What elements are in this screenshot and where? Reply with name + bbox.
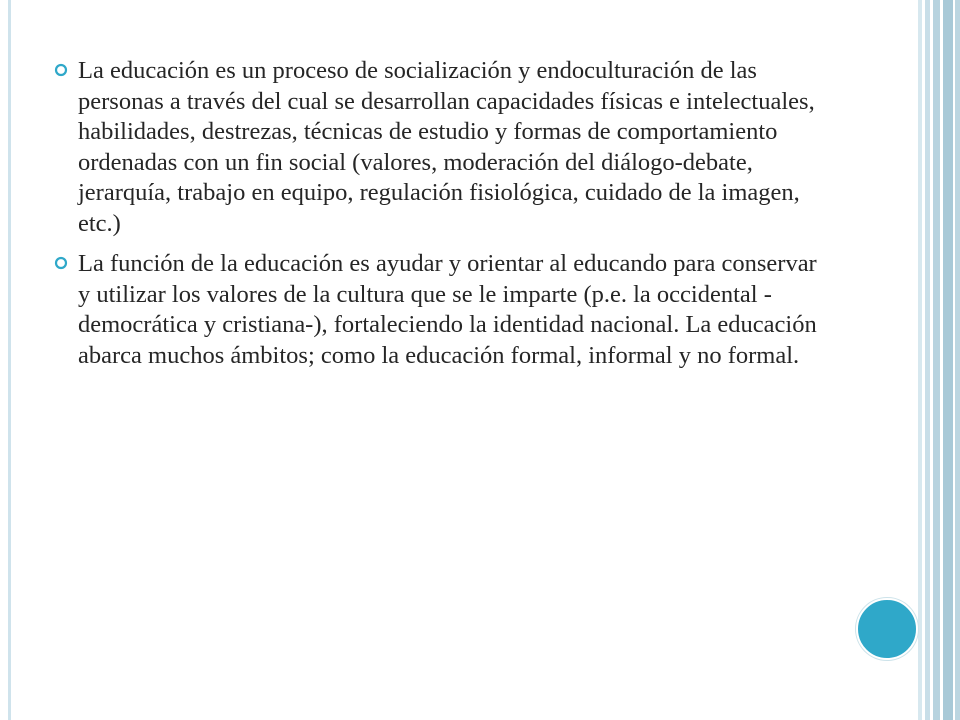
hollow-circle-icon bbox=[54, 63, 68, 77]
stripe bbox=[955, 0, 960, 720]
right-decorative-stripes bbox=[918, 0, 960, 720]
stripe bbox=[933, 0, 940, 720]
bullet-item-education-function bbox=[48, 249, 818, 371]
bullet-item-education-definition bbox=[48, 56, 818, 239]
hollow-circle-icon bbox=[54, 256, 68, 270]
bullet-text: La educación es un proceso de socialización y endoculturación de las personas a través del cual se desarrollan capacidades físicas e intelectuales, habilidades, destrezas, técnicas de estudio y formas de comportamiento ordenadas con un fin social (valores, moderación del diálogo-debate, jerarquía, trabajo en equipo, regulación fisiológica, cuidado de la imagen, etc.) bbox=[78, 57, 815, 237]
bullet-text: La función de la educación es ayudar y orientar al educando para conservar y utilizar los valores de la cultura que se le imparte (p.e. la occidental -democrática y cristiana-), fortaleciendo la identidad nacional. La educación abarca muchos ámbitos; como la educación formal, informal y no formal. bbox=[78, 250, 817, 369]
bullet-list bbox=[48, 56, 818, 381]
left-border-line bbox=[8, 0, 11, 720]
accent-circle-icon bbox=[856, 598, 918, 660]
stripe bbox=[943, 0, 953, 720]
